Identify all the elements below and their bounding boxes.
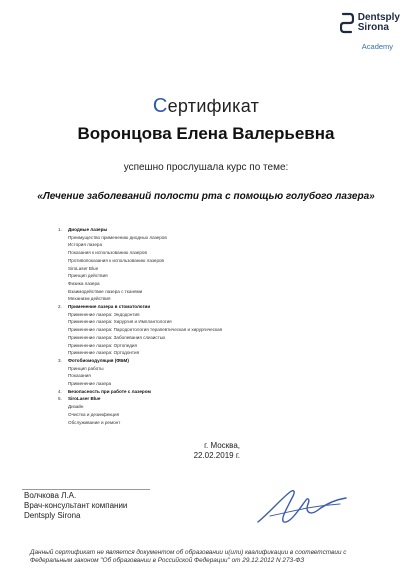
program-item-text: Применение лазера: Эндодонтия	[68, 311, 140, 317]
program-item-text: Очистка и дезинфекция	[68, 411, 120, 417]
program-item-text: Механизм действия	[68, 296, 111, 302]
signatory-position: Врач-консультант компании	[24, 501, 128, 510]
program-item	[58, 326, 358, 334]
brand-logo	[340, 12, 400, 51]
program-item	[58, 380, 358, 388]
program-item	[58, 419, 358, 427]
program-item-text: Применение лазера: Ортодонтия	[68, 350, 140, 356]
program-item-number: 5.	[58, 396, 62, 402]
program-item-number	[58, 234, 68, 242]
program-section	[58, 395, 358, 403]
program-item-number	[58, 372, 68, 380]
program-item-number	[58, 241, 68, 249]
program-item-text: Применение лазера	[68, 381, 112, 387]
title-first-letter: С	[152, 95, 168, 117]
program-item-text: Безопасность при работе с лазером	[68, 388, 151, 394]
program-item-number	[58, 265, 68, 273]
legal-disclaimer: Данный сертификат не является документом об образовании и(или) квалификации в соответствии с Федеральным законом "Об образовании в Российской Федерации" от 29.12.2012 N 273-ФЗ	[30, 549, 347, 565]
program-item-number	[58, 257, 68, 265]
program-item-text: Диодные лазеры	[68, 227, 108, 232]
issue-date: 22.02.2019 г.	[193, 451, 240, 460]
program-item	[58, 342, 358, 350]
program-item-text: Показания к использованию лазеров	[68, 250, 147, 256]
brand-academy: Academy	[361, 42, 394, 51]
program-item-number	[58, 365, 68, 373]
program-item-text: Применение лазера: Заболевания слизистых	[68, 334, 166, 340]
program-item	[58, 411, 358, 419]
program-item-number	[58, 411, 68, 419]
program-item	[58, 372, 358, 380]
certificate-title	[0, 95, 412, 118]
signatory-company: Dentsply Sirona	[24, 511, 81, 520]
program-item	[58, 265, 358, 273]
program-item-text: Дизайн	[68, 404, 84, 410]
signatory-block	[24, 491, 127, 521]
brand-name-line2: Sirona	[357, 22, 389, 33]
program-item-text: Противопоказания к использованию лазеров	[68, 257, 164, 263]
program-item	[58, 349, 358, 357]
program-item-text: История лазера	[68, 242, 102, 248]
program-item-number	[58, 249, 68, 257]
program-item	[58, 272, 358, 280]
course-title: «Лечение заболеваний полости рта с помощью голубого лазера»	[37, 191, 375, 202]
program-item	[58, 365, 358, 373]
program-item-text: SiroLaser Blue	[68, 265, 99, 271]
program-item-number	[58, 326, 68, 334]
program-section	[58, 226, 358, 234]
program-item-text: Применение лазера: Пародонтология терапевтическая и хирургическая	[68, 327, 223, 333]
program-item	[58, 280, 358, 288]
program-item-number	[58, 403, 68, 411]
program-item-number	[58, 380, 68, 388]
program-item-number	[58, 272, 68, 280]
program-item	[58, 288, 358, 296]
program-item	[58, 403, 358, 411]
program-item-text: Принцип действия	[68, 273, 108, 279]
program-item-number	[58, 311, 68, 319]
program-item	[58, 311, 358, 319]
program-item-number: 1.	[58, 227, 62, 232]
program-section	[58, 303, 358, 311]
program-item-text: Показания	[68, 373, 91, 379]
program-item-text: Преимущество применению диодных лазеров	[68, 234, 167, 240]
program-section	[58, 388, 358, 396]
city: г. Москва,	[204, 441, 240, 450]
program-item	[58, 249, 358, 257]
program-item	[58, 241, 358, 249]
program-item-text: Взаимодействие лазера с тканями	[68, 288, 143, 294]
program-item-text: Физика лазера	[68, 280, 100, 286]
program-item-text: Применение лазера: Ортопедия	[68, 342, 137, 348]
recipient-name: Воронцова Елена Валерьевна	[77, 124, 335, 143]
program-item	[58, 318, 358, 326]
program-item-number	[58, 349, 68, 357]
program-item-number: 3.	[58, 357, 62, 363]
signature-divider	[22, 489, 150, 490]
program-item-number	[58, 342, 68, 350]
program-item-text: Принцип работы	[68, 365, 104, 371]
title-rest: ертификат	[167, 96, 260, 116]
program-item-number: 2.	[58, 304, 62, 310]
program-item-text: Обслуживание и ремонт	[68, 419, 121, 425]
lead-text: успешно прослушала курс по теме:	[123, 162, 289, 173]
program-section	[58, 357, 358, 365]
program-item-text: Применение лазера: Хирургия и Имплантология	[68, 319, 172, 325]
program-item-number	[58, 295, 68, 303]
program-item	[58, 234, 358, 242]
signatory-name: Волчкова Л.А.	[24, 491, 77, 500]
program-item-number	[58, 334, 68, 342]
program-item-number	[58, 419, 68, 427]
program-item	[58, 295, 358, 303]
program-item	[58, 257, 358, 265]
program-list	[58, 226, 358, 426]
brand-name-line1: Dentsply	[357, 12, 400, 23]
program-item-number	[58, 288, 68, 296]
program-item	[58, 334, 358, 342]
handwritten-signature	[250, 482, 360, 532]
program-item-text: Применение лазера в стоматологии	[68, 304, 151, 310]
dentsply-logo-icon	[340, 12, 354, 34]
program-item-text: SiroLaser Blue	[68, 396, 101, 402]
program-item-number: 4.	[58, 388, 62, 394]
program-item-number	[58, 318, 68, 326]
brand-name	[358, 13, 400, 33]
place-date	[180, 441, 240, 461]
program-item-text: Фотобиомодуляция (ФБМ)	[68, 357, 129, 363]
program-item-number	[58, 280, 68, 288]
